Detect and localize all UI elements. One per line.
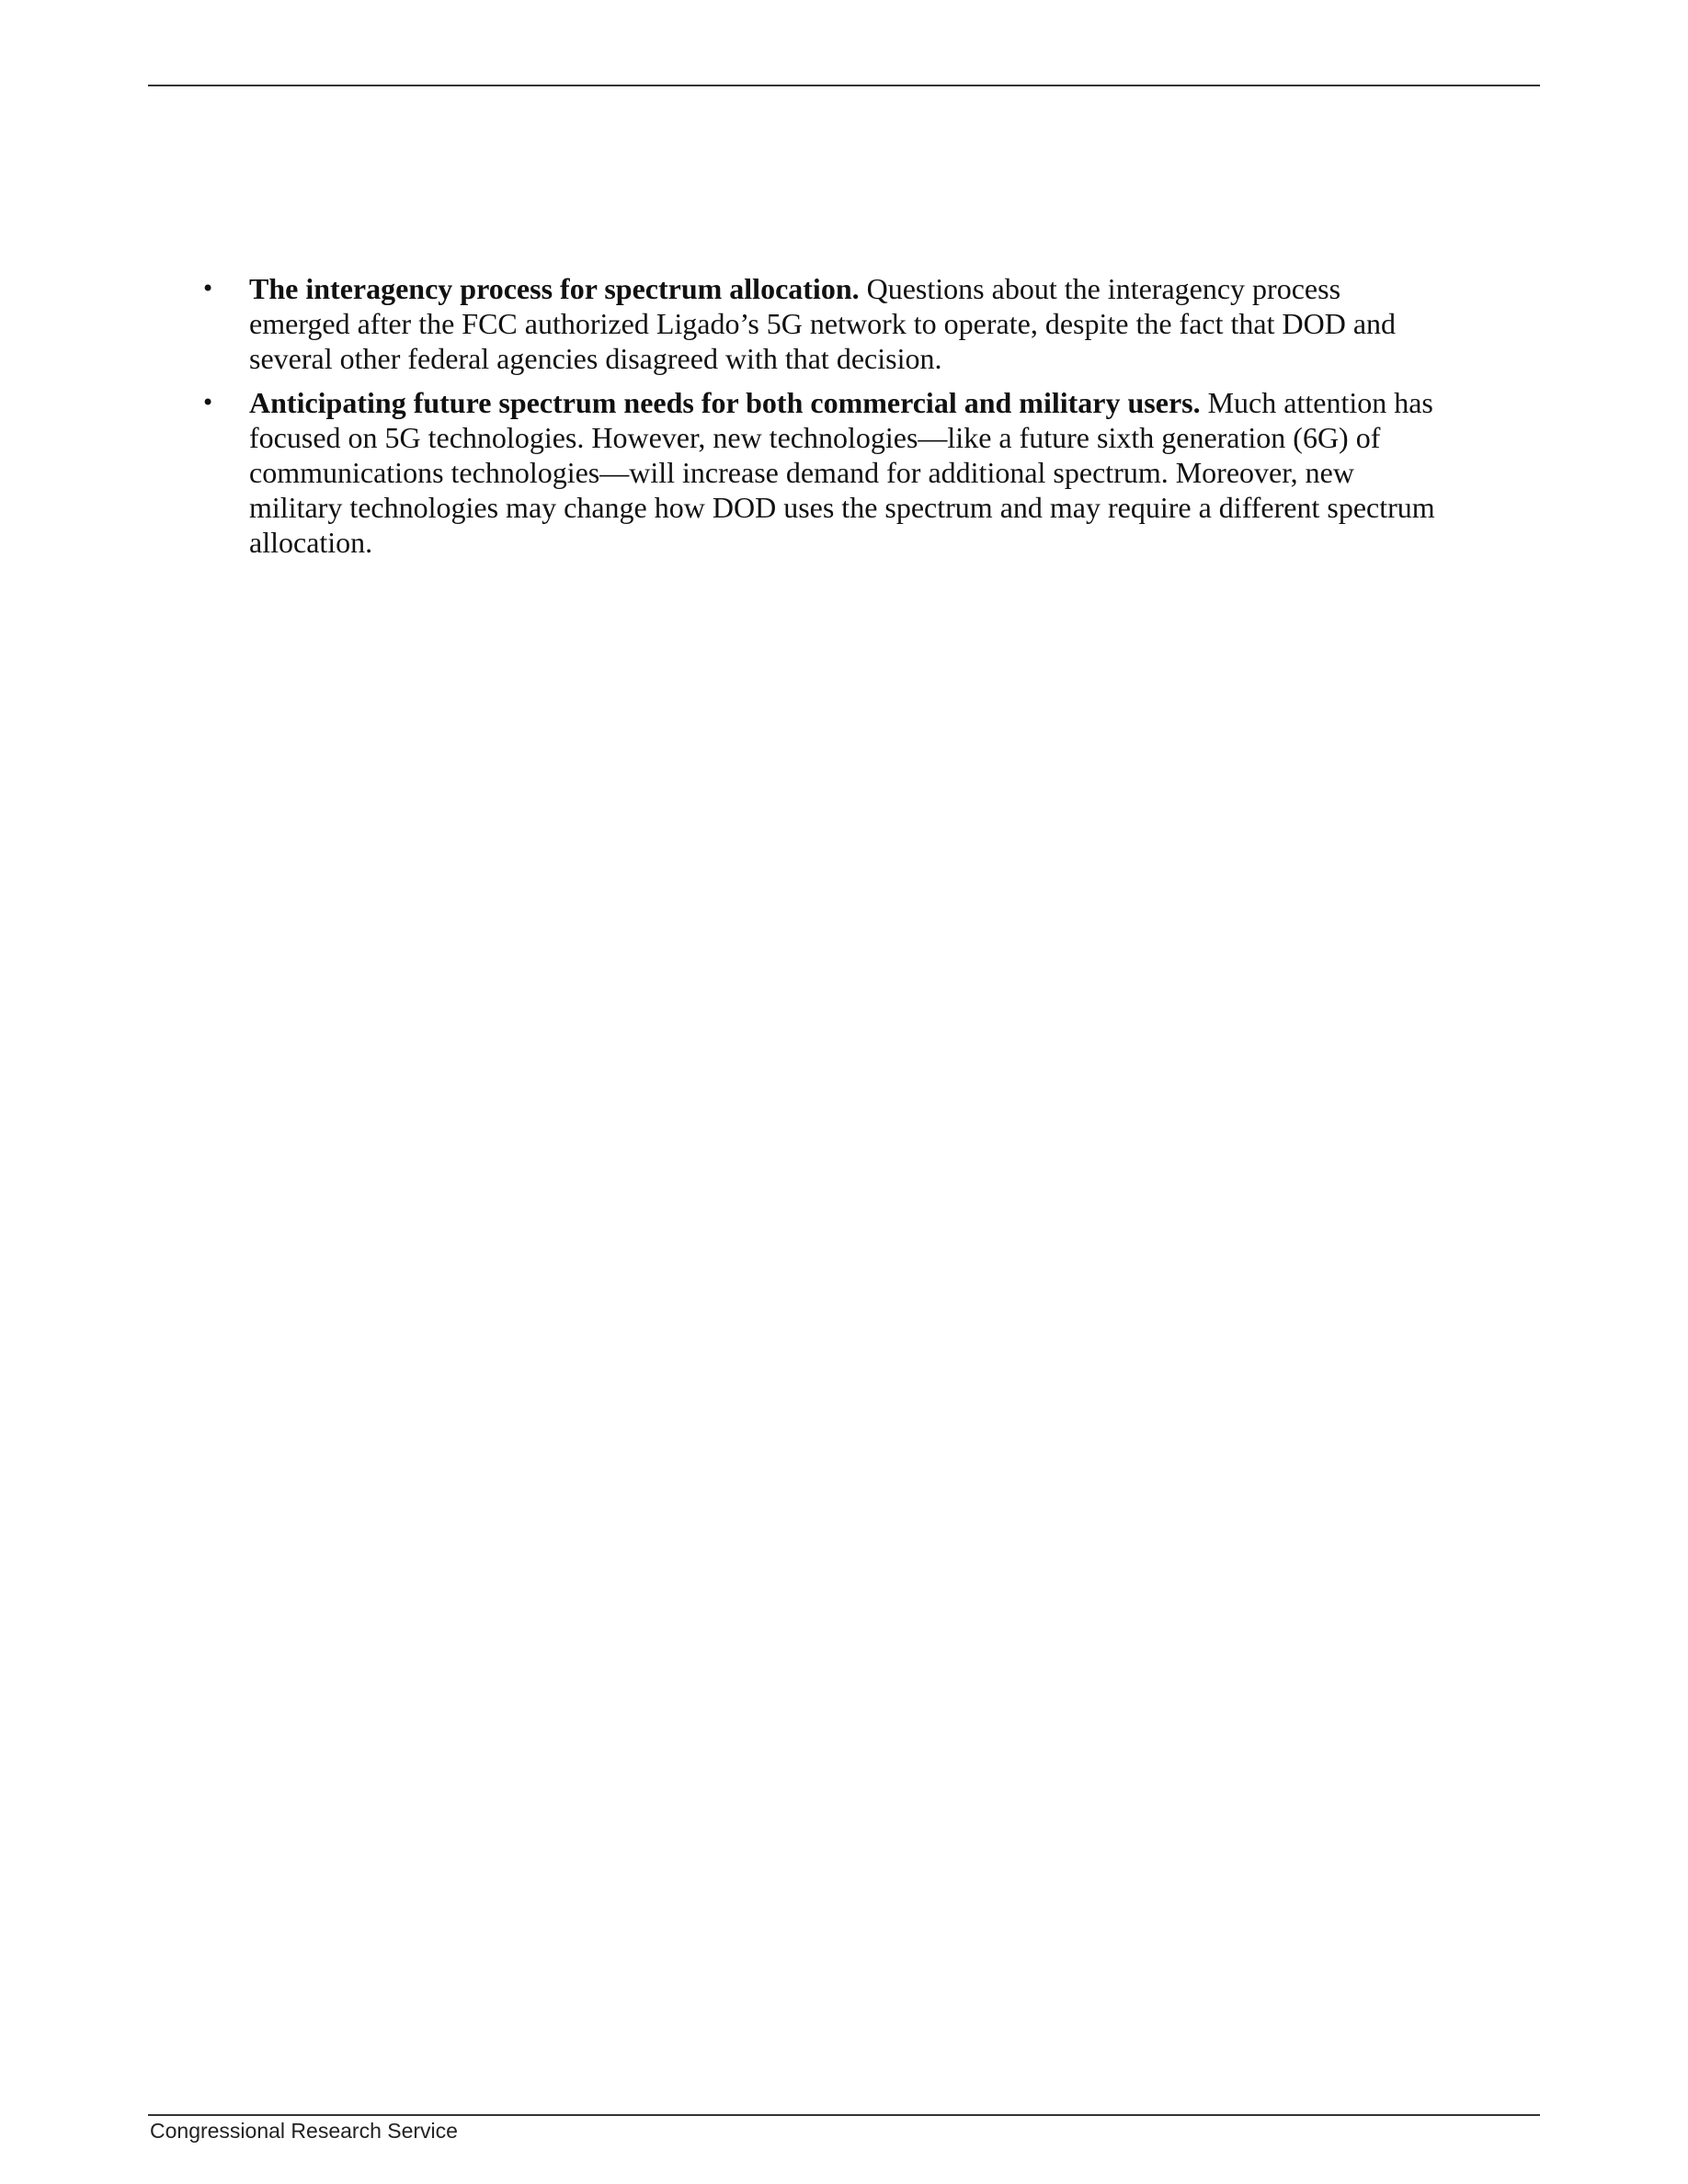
bullet-icon: • bbox=[201, 390, 215, 415]
bullet-body-text: Much attention has focused on 5G technologies. However, new technologies—like a future sixth generation (6G) of communications technologies—will increase demand for additional spectrum. Moreover, new military technologies may change how DOD uses the spectrum and may require a different spectrum allocation. bbox=[249, 386, 1435, 559]
bullet-item-interagency-process bbox=[188, 271, 1448, 376]
header-divider bbox=[148, 85, 1540, 86]
bullet-list bbox=[188, 271, 1448, 560]
document-body bbox=[188, 271, 1448, 569]
footer-divider bbox=[148, 2114, 1540, 2116]
bullet-item-future-spectrum-needs bbox=[188, 385, 1448, 560]
bullet-icon: • bbox=[201, 276, 215, 301]
bullet-lead-text: The interagency process for spectrum allocation. bbox=[249, 272, 860, 305]
bullet-body-text: Questions about the interagency process emerged after the FCC authorized Ligado’s 5G network to operate, despite the fact that DOD and several other federal agencies disagreed with that decision. bbox=[249, 272, 1397, 375]
bullet-lead-text: Anticipating future spectrum needs for both commercial and military users. bbox=[249, 386, 1201, 419]
footer-organization: Congressional Research Service bbox=[150, 2119, 458, 2143]
